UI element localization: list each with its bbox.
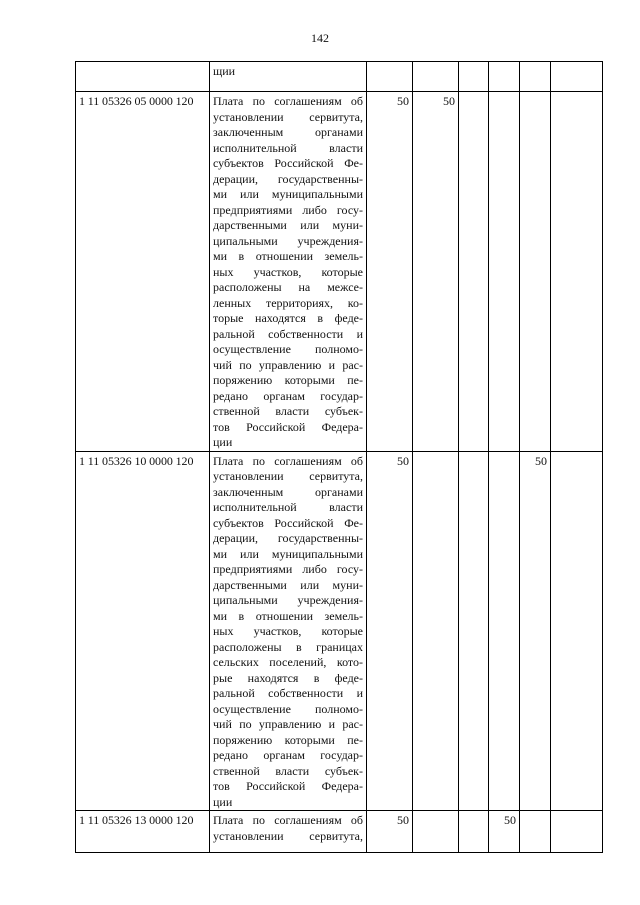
- description-line: рые находятся в феде-: [213, 670, 363, 685]
- amount-cell: [413, 451, 459, 811]
- description-line: ных участков, которые: [213, 624, 363, 638]
- page-number: 142: [311, 31, 329, 45]
- description-line: Плата по соглашениям об: [213, 94, 363, 108]
- description-line: ственной власти субъек-: [213, 763, 363, 778]
- description-line: дерации, государственны-: [213, 531, 363, 545]
- description-line: ми или муниципальными: [213, 546, 363, 561]
- amount-cell: [520, 92, 551, 452]
- description-line: установлении сервитута,: [213, 469, 363, 483]
- description-line: исполнительной власти: [213, 500, 363, 514]
- amount-cell: 50: [367, 811, 413, 853]
- amount-cell: [551, 451, 603, 811]
- amount-cell: [489, 451, 520, 811]
- description-line: ленных территориях, ко-: [213, 295, 363, 310]
- description-line: исполнительной власти: [213, 140, 363, 155]
- description-line: заключенным органами: [213, 484, 363, 499]
- description-line: заключенным органами: [213, 125, 363, 139]
- description-line: ции: [213, 794, 233, 809]
- amount-cell: [367, 62, 413, 92]
- amount-cell: [489, 62, 520, 92]
- description-line: установлении сервитута,: [213, 109, 363, 124]
- revenue-description-cell: [210, 451, 367, 811]
- table-row: [76, 451, 603, 811]
- amount-cell: 50: [489, 811, 520, 853]
- budget-code-cell: 1 11 05326 10 0000 120: [76, 451, 210, 811]
- amount-cell: [520, 811, 551, 853]
- budget-code-cell: 1 11 05326 05 0000 120: [76, 92, 210, 452]
- description-line: ных участков, которые: [213, 264, 363, 279]
- description-line: осуществление полномо-: [213, 701, 363, 716]
- description-line: чий по управлению и рас-: [213, 357, 363, 372]
- description-line: Плата по соглашениям об: [213, 453, 363, 468]
- revenue-description-cell: [210, 811, 367, 853]
- budget-code-cell: [76, 62, 210, 92]
- description-line: субъектов Российской Фе-: [213, 156, 363, 170]
- description-line: ми в отношении земель-: [213, 249, 363, 263]
- amount-cell: [459, 811, 489, 853]
- amount-cell: 50: [367, 92, 413, 452]
- description-line: редано органам государ-: [213, 748, 363, 762]
- description-line: субъектов Российской Фе-: [213, 515, 363, 530]
- amount-cell: 50: [520, 451, 551, 811]
- description-line: поряжению которыми пе-: [213, 732, 363, 747]
- amount-cell: [413, 62, 459, 92]
- description-line: дарственными или муни-: [213, 577, 363, 592]
- revenue-table: [75, 61, 603, 853]
- description-line: ми или муниципальными: [213, 187, 363, 201]
- amount-cell: [520, 62, 551, 92]
- revenue-description-cell: [210, 62, 367, 92]
- amount-cell: [413, 811, 459, 853]
- description-line: Плата по соглашениям об: [213, 813, 363, 827]
- description-line: дарственными или муни-: [213, 218, 363, 232]
- table-row: [76, 811, 603, 853]
- revenue-description-cell: [210, 92, 367, 452]
- description-line: тов Российской Федера-: [213, 779, 363, 793]
- amount-cell: [459, 92, 489, 452]
- table-body: [76, 62, 603, 853]
- amount-cell: [551, 92, 603, 452]
- amount-cell: 50: [413, 92, 459, 452]
- description-line: ральной собственности и: [213, 686, 363, 700]
- amount-cell: [551, 811, 603, 853]
- description-line: предприятиями либо госу-: [213, 562, 363, 576]
- description-line: дерации, государственны-: [213, 171, 363, 186]
- description-line: тов Российской Федера-: [213, 419, 363, 434]
- amount-cell: [489, 92, 520, 452]
- description-line: расположены в границах: [213, 639, 363, 654]
- amount-cell: [459, 62, 489, 92]
- description-line: щии: [213, 64, 236, 78]
- amount-cell: [551, 62, 603, 92]
- table-row: [76, 62, 603, 92]
- description-line: ципальными учреждения-: [213, 593, 363, 607]
- description-line: сельских поселений, кото-: [213, 655, 363, 669]
- description-line: ральной собственности и: [213, 326, 363, 341]
- description-line: чий по управлению и рас-: [213, 717, 363, 731]
- description-line: расположены на межсе-: [213, 280, 363, 294]
- description-line: осуществление полномо-: [213, 342, 363, 356]
- amount-cell: 50: [367, 451, 413, 811]
- description-line: поряжению которыми пе-: [213, 373, 363, 387]
- description-line: ми в отношении земель-: [213, 608, 363, 623]
- description-line: торые находятся в феде-: [213, 311, 363, 325]
- description-line: предприятиями либо госу-: [213, 202, 363, 217]
- table-row: [76, 92, 603, 452]
- amount-cell: [459, 451, 489, 811]
- description-line: редано органам государ-: [213, 388, 363, 403]
- description-line: установлении сервитута,: [213, 828, 363, 843]
- description-line: ципальными учреждения-: [213, 233, 363, 248]
- description-line: ственной власти субъек-: [213, 404, 363, 418]
- budget-code-cell: 1 11 05326 13 0000 120: [76, 811, 210, 853]
- description-line: ции: [213, 435, 233, 449]
